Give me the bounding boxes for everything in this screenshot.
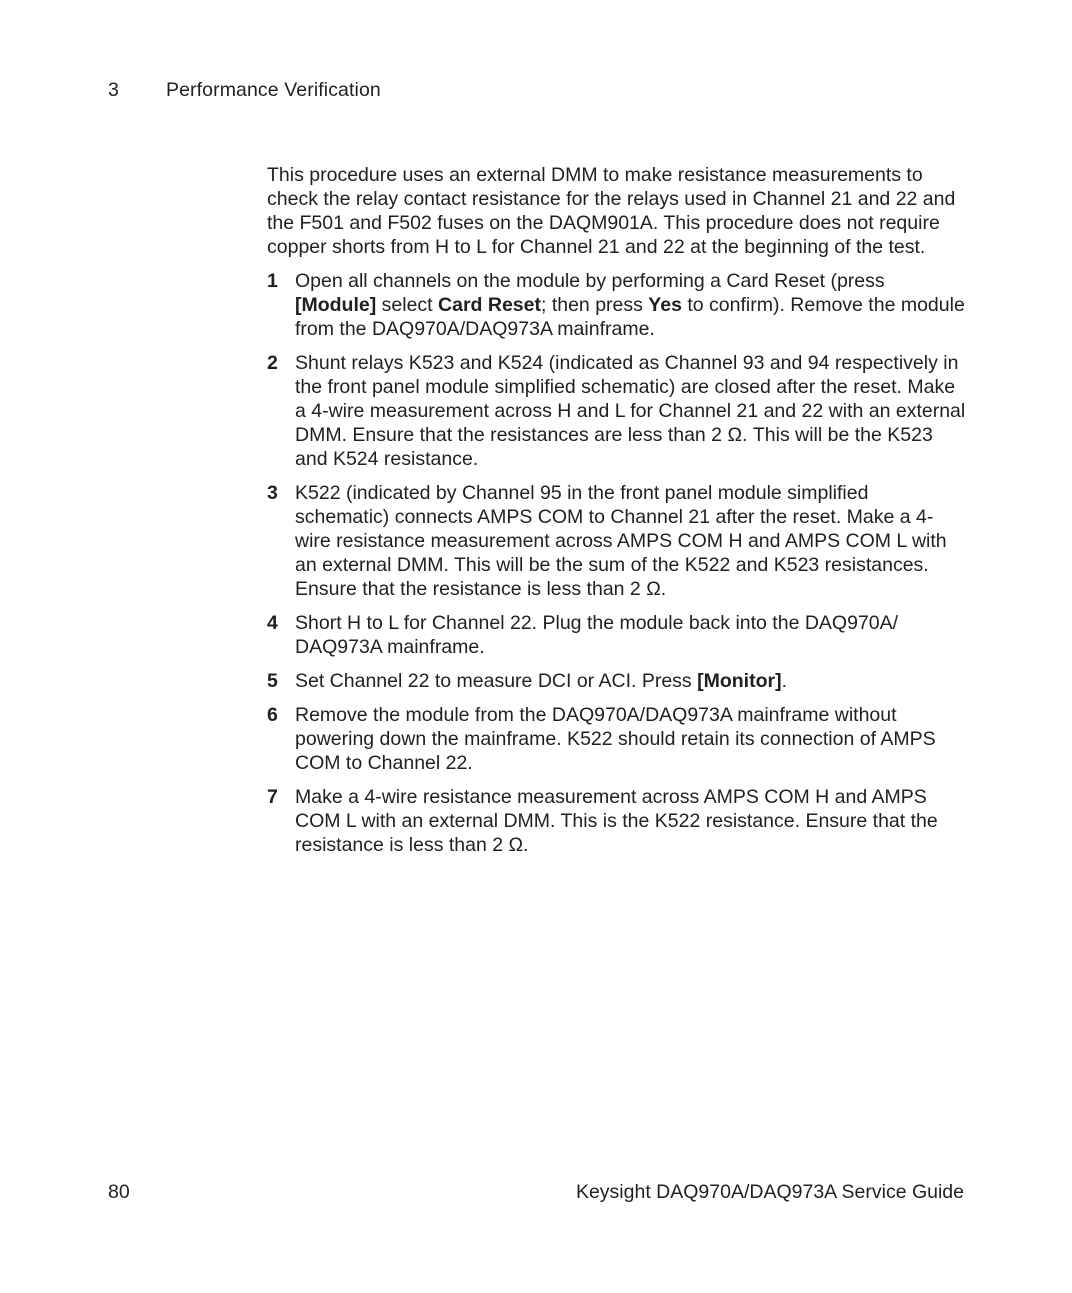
procedure-content: [267, 163, 967, 867]
step-text: ; then press: [540, 294, 649, 316]
step-number: 3: [267, 482, 278, 504]
step-2: [267, 351, 967, 471]
step-number: 7: [267, 786, 278, 808]
step-text: to confirm). Remove the module from the DAQ970A/DAQ973A mainframe.: [295, 294, 965, 340]
step-6: [267, 703, 967, 775]
step-text: Short H to L for Channel 22. Plug the module back into the DAQ970A/ DAQ973A mainframe.: [295, 612, 899, 658]
step-number: 6: [267, 704, 278, 726]
step-number: 5: [267, 670, 278, 692]
step-text: Remove the module from the DAQ970A/DAQ973A mainframe without powering down the mainframe. K522 should retain its connection of AMPS COM to Channel 22.: [295, 704, 936, 774]
step-1: [267, 269, 967, 341]
step-number: 2: [267, 352, 278, 374]
running-header: [108, 79, 381, 102]
step-3: [267, 481, 967, 601]
procedure-steps: [267, 269, 967, 857]
intro-paragraph: This procedure uses an external DMM to make resistance measurements to check the relay contact resistance for the relays used in Channel 21 and 22 and the F501 and F502 fuses on the DAQM901A. This procedure does not require copper shorts from H to L for Channel 21 and 22 at the beginning of the test.: [267, 164, 956, 258]
card-reset-label: Card Reset: [438, 294, 541, 316]
chapter-title: Performance Verification: [166, 79, 381, 101]
step-text: Make a 4-wire resistance measurement across AMPS COM H and AMPS COM L with an external DMM. This is the K522 resistance. Ensure that the resistance is less than 2 Ω.: [295, 786, 938, 856]
step-7: [267, 785, 967, 857]
step-number: 4: [267, 612, 278, 634]
step-text: select: [376, 294, 439, 316]
step-4: [267, 611, 967, 659]
chapter-number: 3: [108, 79, 119, 101]
step-text: Shunt relays K523 and K524 (indicated as Channel 93 and 94 respectively in the front panel module simplified schematic) are closed after the reset. Make a 4-wire measurement across H and L for Channel 21 and 22 with an external DMM. Ensure that the resistances are less than 2 Ω. This will be the K523 and K524 resistance.: [295, 352, 966, 470]
guide-title: Keysight DAQ970A/DAQ973A Service Guide: [575, 1181, 964, 1203]
step-5: [267, 669, 967, 693]
step-text: Open all channels on the module by performing a Card Reset (press: [295, 270, 885, 292]
step-text: .: [781, 670, 787, 692]
yes-label: Yes: [648, 294, 682, 316]
page-number: 80: [108, 1181, 130, 1203]
monitor-key-label: [Monitor]: [697, 670, 782, 692]
step-text: Set Channel 22 to measure DCI or ACI. Press: [295, 670, 698, 692]
step-number: 1: [267, 270, 278, 292]
step-text: K522 (indicated by Channel 95 in the front panel module simplified schematic) connects AMPS COM to Channel 21 after the reset. Make a 4-wire resistance measurement across AMPS COM H and AMPS COM L with an external DMM. This will be the sum of the K522 and K523 resistances. Ensure that the resistance is less than 2 Ω.: [295, 482, 947, 600]
module-key-label: [Module]: [295, 294, 377, 316]
